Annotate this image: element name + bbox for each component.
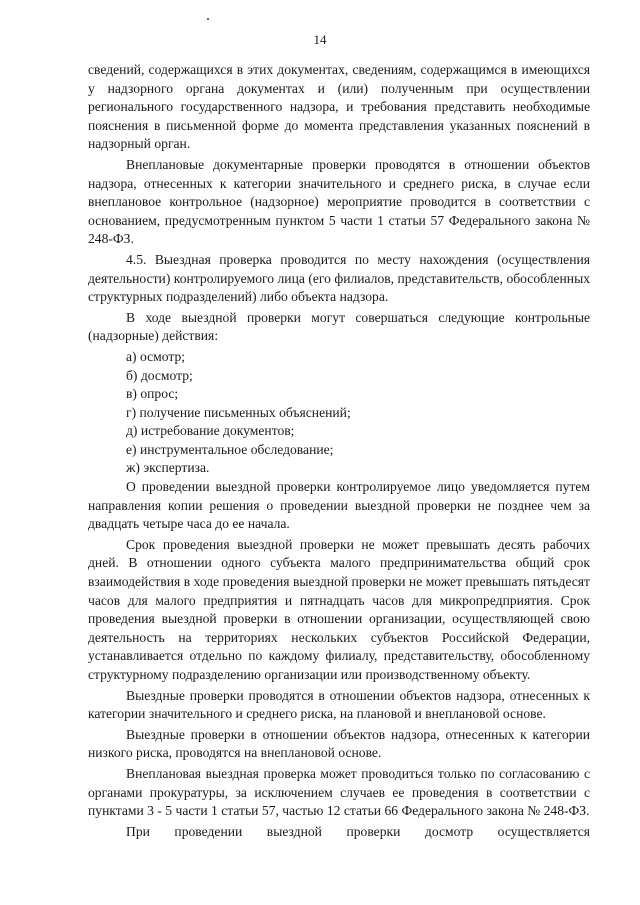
paragraph-inspection-continued: При проведении выездной проверки досмотр осуществляется: [126, 823, 590, 839]
paragraph-check-duration: Срок проведения выездной проверки не может превышать десять рабочих дней. В отношении одного субъекта малого предпринимательства общий срок взаимодействия в ходе проведения выездной проверки не может превышать пятьдесят часов для малого предприятия и пятнадцать часов для микропредприятия. Срок проведения выездной проверки в отношении организации, осуществляющей свою деятельность на территориях нескольких субъектов Российской Федерации, устанавливается отдельно по каждому филиалу, представительству, обособленному структурному подразделению организации или производственному объекту.: [88, 536, 590, 682]
list-item: а) осмотр;: [126, 348, 186, 364]
paragraph-4-5-field-check: 4.5. Выездная проверка проводится по месту нахождения (осуществления деятельности) контролируемого лица (его филиалов, представительств, обособленных структурных подразделений) либо объекта надзора.: [88, 251, 590, 305]
list-item: е) инструментальное обследование;: [126, 441, 334, 457]
list-item: в) опрос;: [126, 386, 179, 402]
list-item: д) истребование документов;: [126, 423, 295, 439]
list-item: ж) экспертиза.: [126, 460, 210, 476]
paragraph-actions-intro: В ходе выездной проверки могут совершаться следующие контрольные (надзорные) действия:: [88, 309, 590, 344]
paragraph-significant-risk: Выездные проверки проводятся в отношении объектов надзора, отнесенных к категории значительного и среднего риска, на плановой и внеплановой основе.: [88, 687, 590, 722]
paragraph-notification: О проведении выездной проверки контролируемое лицо уведомляется путем направления копии решения о проведении выездной проверки не позднее чем за двадцать четыре часа до ее начала.: [88, 479, 590, 532]
page-number: 14: [313, 32, 327, 47]
paragraph-low-risk: Выездные проверки в отношении объектов надзора, отнесенных к категории низкого риска, проводятся на внеплановой основе.: [88, 726, 590, 761]
paragraph-prosecutor-approval: Внеплановая выездная проверка может проводиться только по согласованию с органами прокуратуры, за исключением случаев ее проведения в соответствии с пунктами 3 - 5 части 1 статьи 57, частью 12 статьи 66 Федерального закона № 248-ФЗ.: [88, 765, 590, 819]
paragraph-unplanned-document-checks: Внеплановые документарные проверки проводятся в отношении объектов надзора, отнесенных к категории значительного и среднего риска, в случае если внеплановое контрольное (надзорное) мероприятие проводится в соответствии с основанием, предусмотренным пунктом 5 части 1 статьи 57 Федерального закона № 248-ФЗ.: [88, 156, 590, 247]
page-body: [88, 61, 590, 843]
actions-list: [88, 348, 590, 478]
list-item: б) досмотр;: [126, 367, 193, 383]
list-item: г) получение письменных объяснений;: [126, 404, 351, 420]
scan-speck: [207, 18, 209, 20]
paragraph-continuation: сведений, содержащихся в этих документах, сведениям, содержащимся в имеющихся у надзорного органа документах и (или) полученным при осуществлении регионального государственного надзора, и требования представить необходимые пояснения в письменной форме до момента представления указанных пояснений в надзорный орган.: [88, 62, 590, 152]
